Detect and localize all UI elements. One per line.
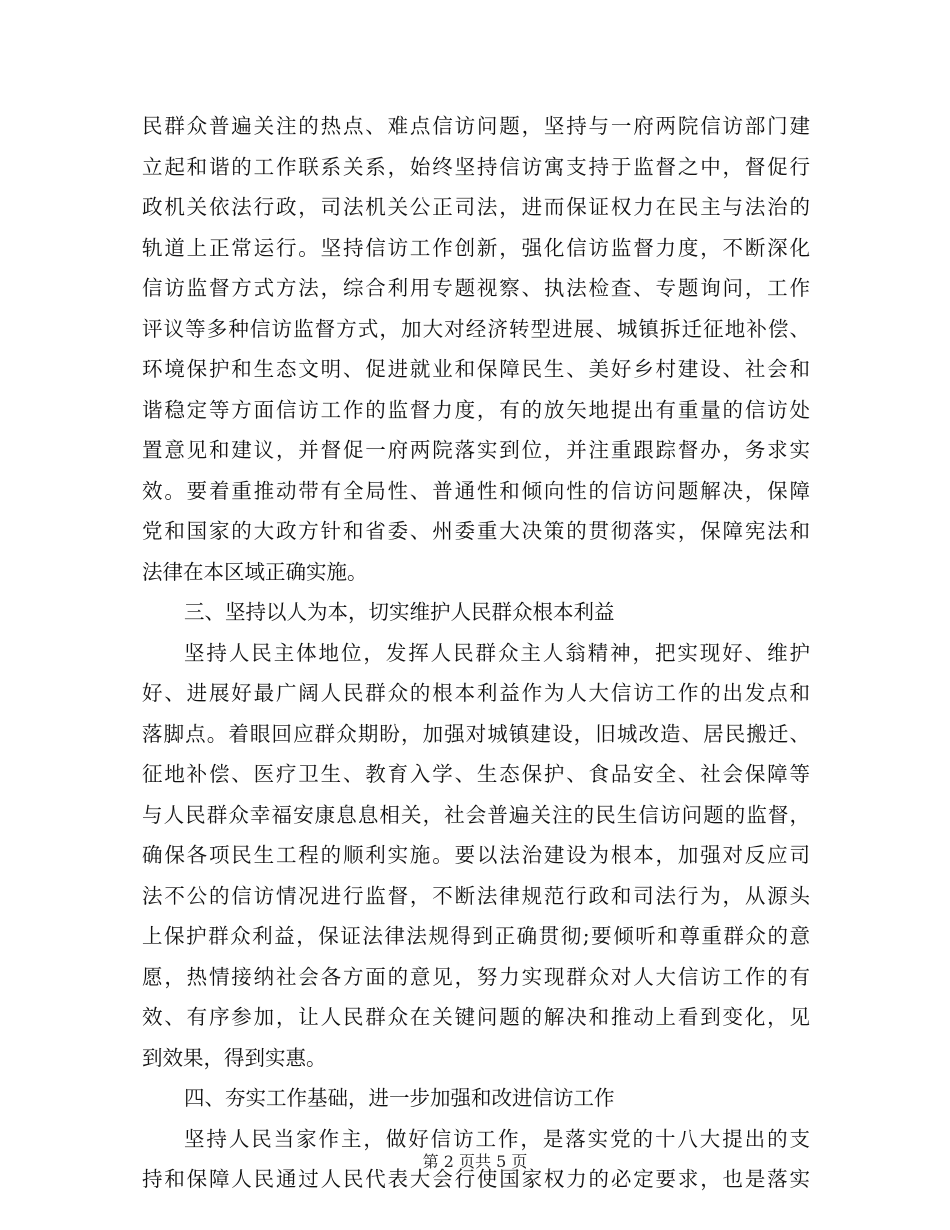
section-heading: 三、坚持以人为本，切实维护人民群众根本利益 bbox=[184, 600, 615, 624]
body-line: 持和保障人民通过人民代表大会行使国家权力的必定要求，也是落实 bbox=[142, 1167, 810, 1191]
body-line: 坚持人民当家作主，做好信访工作，是落实党的十八大提出的支 bbox=[184, 1126, 810, 1151]
document-body bbox=[142, 106, 810, 1200]
body-line: 上保护群众利益，保证法律法规得到正确贯彻;要倾听和尊重群众的意 bbox=[142, 924, 810, 948]
body-line: 愿，热情接纳社会各方面的意见，努力实现群众对人大信访工作的有 bbox=[142, 964, 810, 989]
body-line: 谐稳定等方面信访工作的监督力度，有的放矢地提出有重量的信访处 bbox=[142, 397, 810, 422]
body-line: 信访监督方式方法，综合利用专题视察、执法检查、专题询问，工作 bbox=[142, 276, 810, 300]
body-line: 征地补偿、医疗卫生、教育入学、生态保护、食品安全、社会保障等 bbox=[142, 762, 810, 786]
body-line: 政机关依法行政，司法机关公正司法，进而保证权力在民主与法治的 bbox=[142, 195, 810, 219]
page-number-footer: 第 2 页共 5 页 bbox=[422, 1152, 528, 1171]
body-line: 效。要着重推动带有全局性、普通性和倾向性的信访问题解决，保障 bbox=[142, 478, 810, 503]
body-line: 与人民群众幸福安康息息相关，社会普遍关注的民生信访问题的监督， bbox=[142, 802, 810, 827]
body-line: 坚持人民主体地位，发挥人民群众主人翁精神，把实现好、维护 bbox=[184, 640, 810, 665]
body-line: 轨道上正常运行。坚持信访工作创新，强化信访监督力度，不断深化 bbox=[142, 235, 810, 260]
body-line: 立起和谐的工作联系关系，始终坚持信访寓支持于监督之中，督促行 bbox=[142, 154, 810, 179]
body-line: 置意见和建议，并督促一府两院落实到位，并注重跟踪督办，务求实 bbox=[142, 438, 810, 462]
section-heading: 四、夯实工作基础，进一步加强和改进信访工作 bbox=[184, 1086, 615, 1110]
body-line: 民群众普遍关注的热点、难点信访问题，坚持与一府两院信访部门建 bbox=[142, 114, 810, 138]
body-line: 法不公的信访情况进行监督，不断法律规范行政和司法行为，从源头 bbox=[142, 883, 810, 908]
body-line: 确保各项民生工程的顺利实施。要以法治建设为根本，加强对反应司 bbox=[142, 843, 810, 867]
body-line: 落脚点。着眼回应群众期盼，加强对城镇建设，旧城改造、居民搬迁、 bbox=[142, 721, 810, 746]
body-line: 环境保护和生态文明、促进就业和保障民生、美好乡村建设、社会和 bbox=[142, 357, 810, 381]
body-line: 好、进展好最广阔人民群众的根本利益作为人大信访工作的出发点和 bbox=[142, 681, 810, 705]
body-line: 法律在本区域正确实施。 bbox=[142, 559, 368, 584]
body-line: 评议等多种信访监督方式，加大对经济转型进展、城镇拆迁征地补偿、 bbox=[142, 316, 810, 341]
body-line: 到效果，得到实惠。 bbox=[142, 1045, 327, 1070]
body-line: 党和国家的大政方针和省委、州委重大决策的贯彻落实，保障宪法和 bbox=[142, 519, 810, 543]
body-line: 效、有序参加，让人民群众在关键问题的解决和推动上看到变化，见 bbox=[142, 1005, 810, 1029]
